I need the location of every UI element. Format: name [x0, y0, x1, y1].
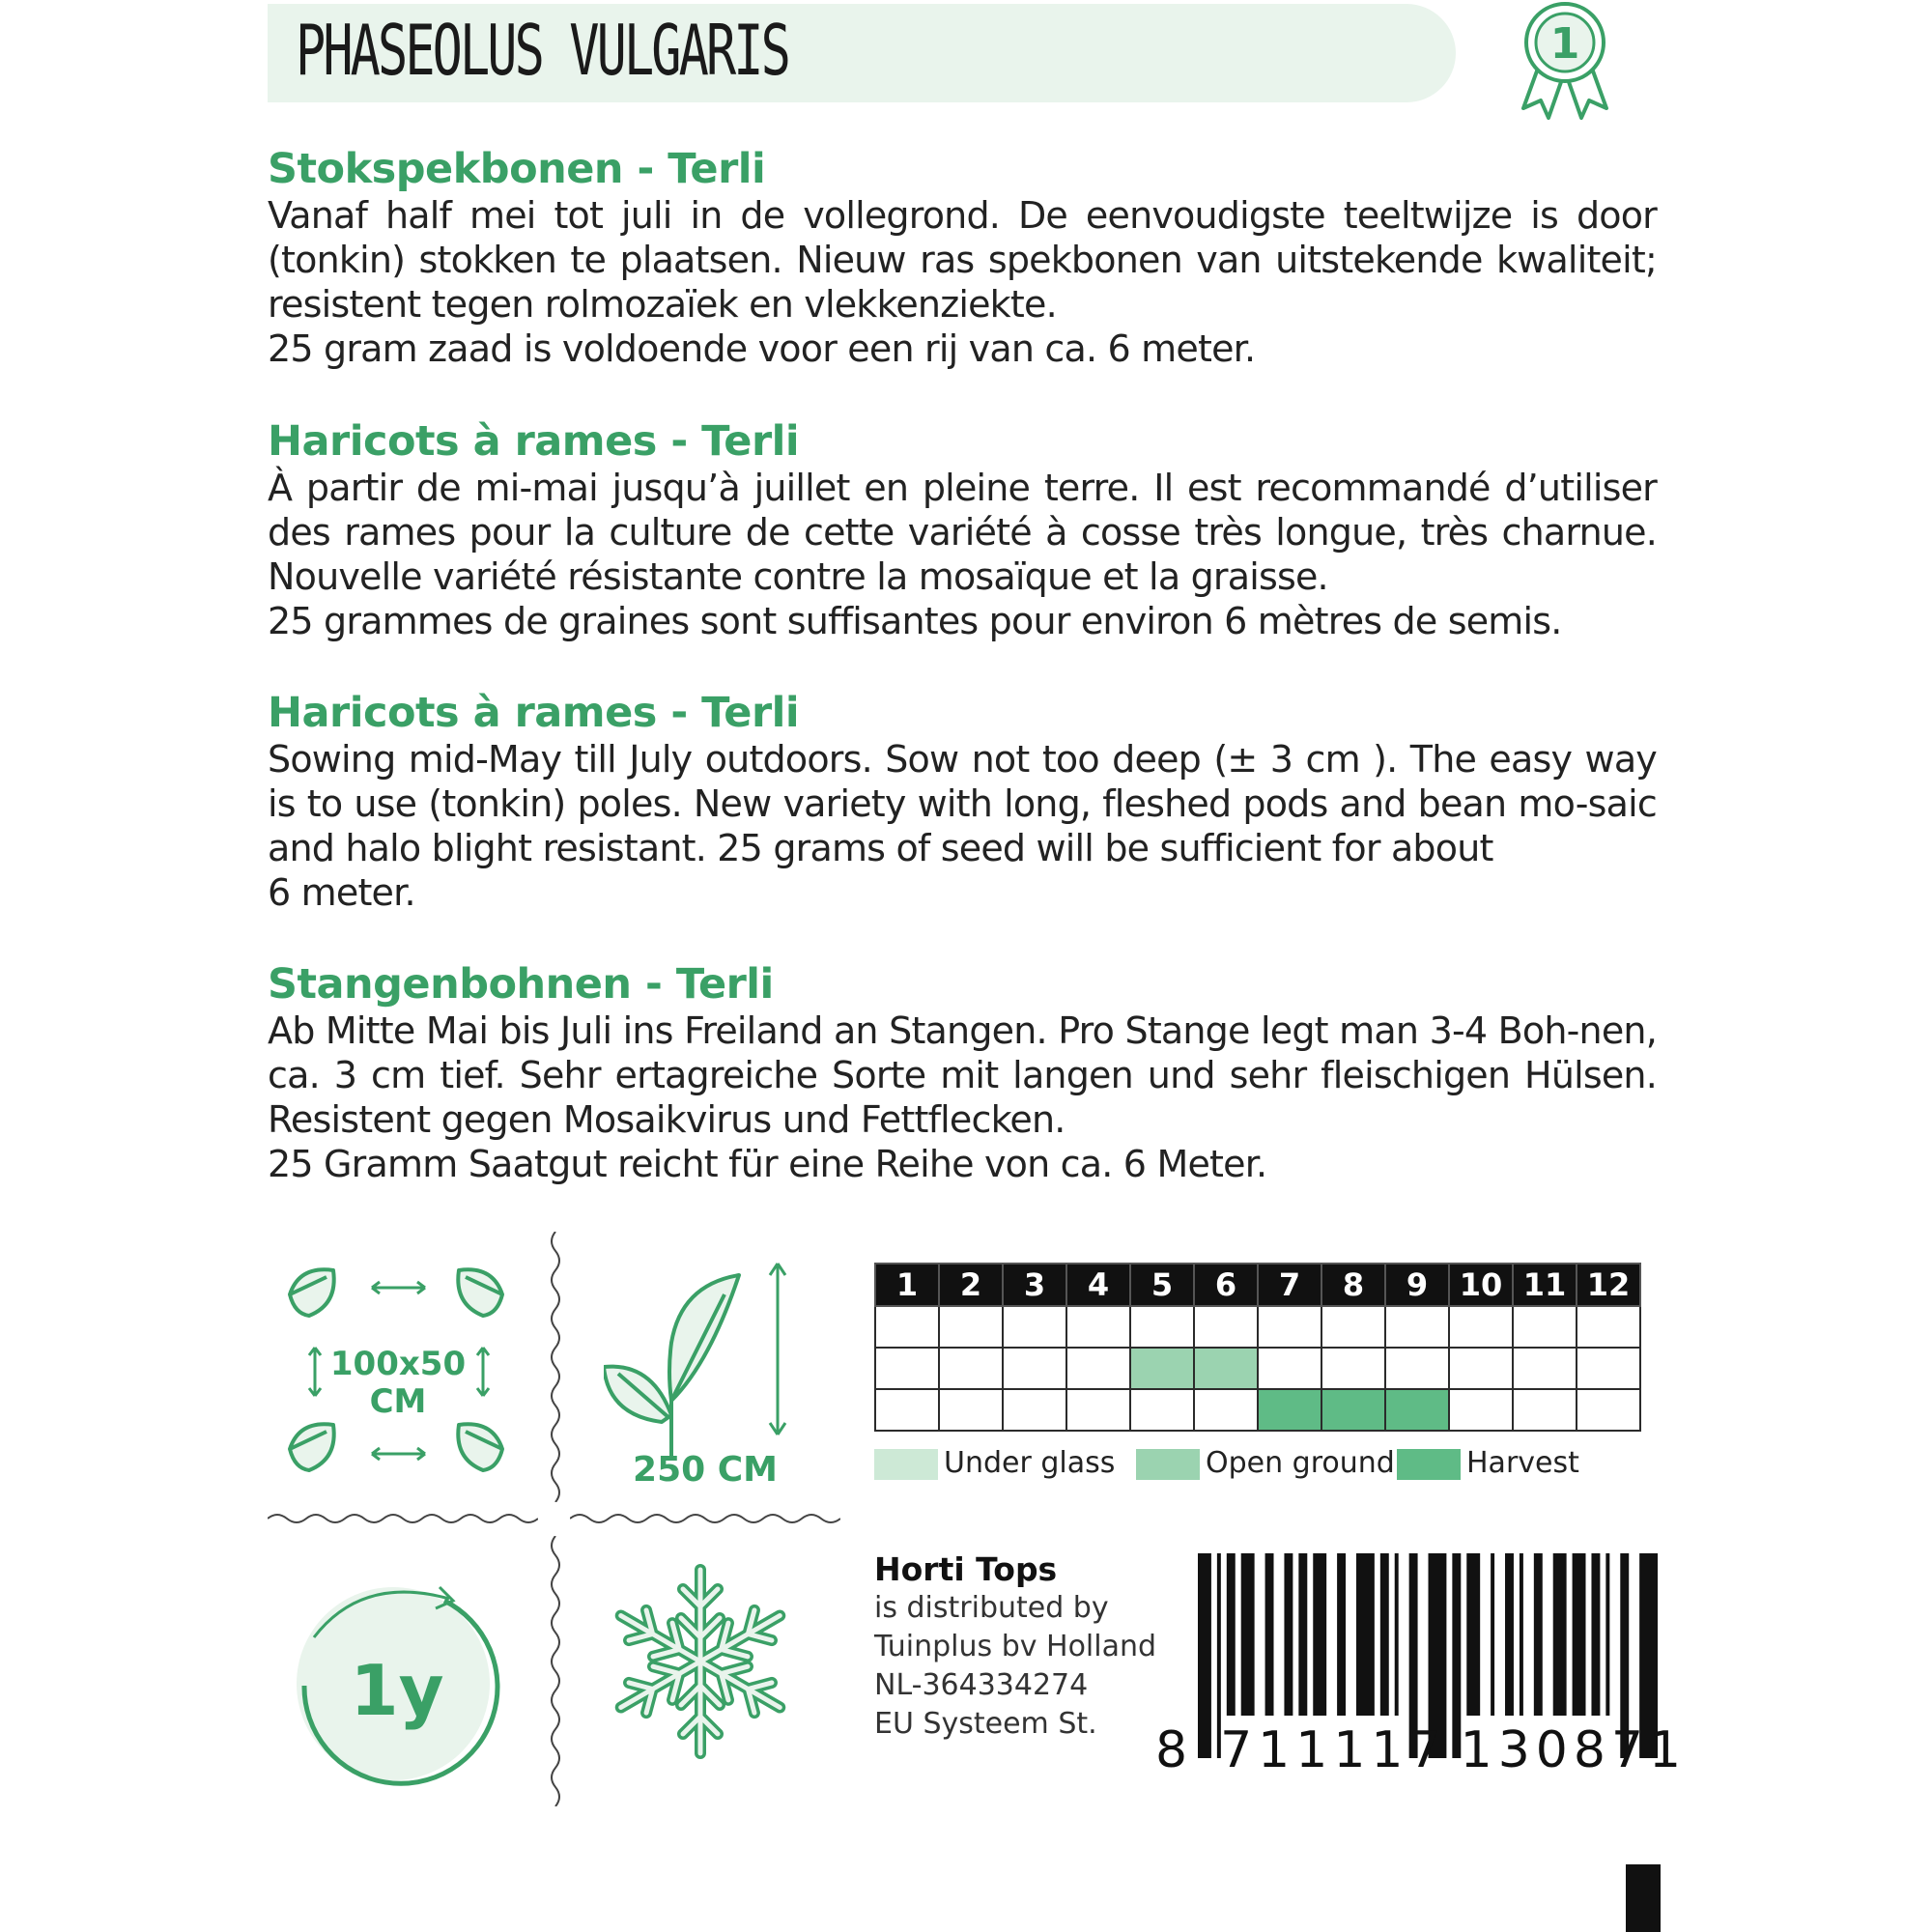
- medal-icon: [1502, 0, 1628, 126]
- distributor-line: is distributed by: [874, 1591, 1109, 1625]
- calendar-cell: [1130, 1348, 1194, 1389]
- calendar-cell: [875, 1348, 939, 1389]
- barcode-bar: [1520, 1553, 1523, 1716]
- calendar-month: 9: [1385, 1264, 1449, 1306]
- section-dutch: [268, 145, 1657, 371]
- barcode-bar: [1380, 1553, 1389, 1716]
- calendar-cell: [1385, 1389, 1449, 1431]
- barcode-bar: [1284, 1553, 1293, 1716]
- calendar-month: 10: [1449, 1264, 1513, 1306]
- horizontal-divider: [570, 1507, 840, 1530]
- barcode-bar: [1591, 1553, 1600, 1716]
- calendar-cell: [1003, 1306, 1066, 1348]
- section-seed-amount: 6 meter.: [268, 871, 415, 914]
- calendar-cell: [1258, 1306, 1321, 1348]
- calendar-cell: [1194, 1306, 1258, 1348]
- barcode-bar: [1265, 1553, 1274, 1716]
- distributor-info: [874, 1550, 1156, 1744]
- barcode-bar: [1313, 1553, 1326, 1716]
- calendar-cell: [1066, 1389, 1130, 1431]
- calendar-month: 4: [1066, 1264, 1130, 1306]
- section-body: Ab Mitte Mai bis Juli ins Freiland an Stangen. Pro Stange legt man 3-4 Boh-nen, ca. 3 cm tief. Sehr ertagreiche Sorte mit langen und sehr fleischigen Hülsen. Resistent gegen Mosaikvirus und Fettflecken. 25 Gramm Saatgut reicht für eine Reihe von ca. 6 Meter.: [268, 1009, 1657, 1185]
- spacing-value: 100x50: [329, 1345, 467, 1383]
- calendar-cell: [1258, 1389, 1321, 1431]
- calendar-cell: [1321, 1348, 1385, 1389]
- calendar-cell: [1003, 1389, 1066, 1431]
- brand-name: Horti Tops: [874, 1550, 1058, 1588]
- section-title: Haricots à rames - Terli: [268, 417, 800, 466]
- latin-name: PHASEOLUS VULGARIS: [296, 10, 788, 91]
- calendar-cell: [1577, 1389, 1640, 1431]
- section-french: [268, 417, 1657, 643]
- section-title: Haricots à rames - Terli: [268, 689, 800, 737]
- calendar-month: 12: [1577, 1264, 1640, 1306]
- calendar-cell: [1003, 1348, 1066, 1389]
- calendar-month: 11: [1513, 1264, 1577, 1306]
- section-body: Vanaf half mei tot juli in de vollegrond. De eenvoudigste teeltwijze is door (tonkin) stokken te plaatsen. Nieuw ras spekbonen van uitstekende kwaliteit; resistent tegen rolmozaïek en vlekkenziekte. 25 gram zaad is voldoende voor een rij van ca. 6 meter.: [268, 194, 1657, 370]
- calendar-cell: [1385, 1348, 1449, 1389]
- barcode-bar: [1573, 1553, 1586, 1716]
- section-german: [268, 960, 1657, 1186]
- section-seed-amount: 25 grammes de graines sont suffisantes pour environ 6 mètres de semis.: [268, 600, 1562, 642]
- calendar-row-open-ground: [875, 1348, 1640, 1389]
- legend-swatch: [874, 1449, 938, 1480]
- calendar-month: 7: [1258, 1264, 1321, 1306]
- barcode-bar: [1356, 1553, 1375, 1716]
- calendar-cell: [1449, 1348, 1513, 1389]
- distributor-line: NL-364334274: [874, 1668, 1089, 1702]
- calendar-cell: [875, 1389, 939, 1431]
- calendar-cell: [1130, 1306, 1194, 1348]
- leaf-spacing-icon: [280, 1256, 512, 1497]
- barcode-bar: [1605, 1553, 1609, 1716]
- calendar-row-harvest: [875, 1389, 1640, 1431]
- calendar-cell: [1321, 1306, 1385, 1348]
- spacing-unit: CM: [369, 1382, 427, 1421]
- section-seed-amount: 25 Gramm Saatgut reicht für eine Reihe von ca. 6 Meter.: [268, 1143, 1267, 1185]
- distributor-line: Tuinplus bv Holland: [874, 1630, 1157, 1663]
- legend-label: Open ground: [1206, 1446, 1395, 1480]
- calendar-cell: [1449, 1389, 1513, 1431]
- calendar-cell: [939, 1306, 1003, 1348]
- calendar-month: 2: [939, 1264, 1003, 1306]
- sowing-calendar: [874, 1263, 1641, 1432]
- calendar-cell: [1321, 1389, 1385, 1431]
- barcode-bar: [1395, 1553, 1399, 1716]
- calendar-cell: [1513, 1348, 1577, 1389]
- section-title: Stokspekbonen - Terli: [268, 145, 766, 193]
- calendar-cell: [1513, 1306, 1577, 1348]
- barcode-digit-first: 8: [1155, 1721, 1194, 1779]
- legend-harvest: [1397, 1446, 1579, 1480]
- height-value: 250 CM: [633, 1450, 778, 1490]
- calendar-cell: [1066, 1306, 1130, 1348]
- legend-open-ground: [1136, 1446, 1395, 1480]
- medal-number: 1: [1549, 19, 1580, 69]
- barcode-bar: [1466, 1553, 1480, 1716]
- barcode-number: [1155, 1721, 1687, 1779]
- section-seed-amount: 25 gram zaad is voldoende voor een rij van ca. 6 meter.: [268, 327, 1256, 370]
- section-body: À partir de mi-mai jusqu’à juillet en pleine terre. Il est recommandé d’utiliser des rames pour la culture de cette variété à cosse très longue, très charnue. Nouvelle variété résistante contre la mosaïque et la graisse. 25 grammes de graines sont suffisantes pour environ 6 mètres de semis.: [268, 467, 1657, 642]
- legend-swatch: [1136, 1449, 1200, 1480]
- plant-height-icon: [604, 1256, 797, 1497]
- horizontal-divider: [268, 1507, 538, 1530]
- distributor-line: EU Systeem St.: [874, 1707, 1097, 1741]
- calendar-row-under-glass: [875, 1306, 1640, 1348]
- calendar-month: 3: [1003, 1264, 1066, 1306]
- calendar-month: 5: [1130, 1264, 1194, 1306]
- calendar-cell: [1066, 1348, 1130, 1389]
- barcode-bar: [1241, 1553, 1255, 1716]
- barcode-bar: [1298, 1553, 1307, 1716]
- calendar-month: 8: [1321, 1264, 1385, 1306]
- vertical-divider: [544, 1536, 567, 1806]
- legend-swatch: [1397, 1449, 1461, 1480]
- barcode-bar: [1491, 1553, 1494, 1716]
- legend-under-glass: [874, 1446, 1115, 1480]
- lifespan-value: 1y: [350, 1650, 444, 1731]
- barcode-bar: [1337, 1553, 1346, 1716]
- barcode-bar: [1553, 1553, 1567, 1716]
- registration-mark: [1626, 1864, 1661, 1932]
- barcode-bar: [1534, 1553, 1543, 1716]
- section-title: Stangenbohnen - Terli: [268, 960, 774, 1009]
- calendar-cell: [1513, 1389, 1577, 1431]
- cycle-arrow-icon: [285, 1570, 507, 1792]
- vertical-divider: [544, 1232, 567, 1502]
- calendar-cell: [1130, 1389, 1194, 1431]
- barcode-bar: [1227, 1553, 1236, 1716]
- calendar-cell: [1449, 1306, 1513, 1348]
- snowflake-icon: [604, 1555, 797, 1768]
- calendar-cell: [1385, 1306, 1449, 1348]
- calendar-cell: [939, 1348, 1003, 1389]
- calendar-month: 1: [875, 1264, 939, 1306]
- legend-label: Under glass: [944, 1446, 1116, 1480]
- section-english: [268, 689, 1657, 915]
- calendar-cell: [1194, 1389, 1258, 1431]
- barcode-bar: [1505, 1553, 1514, 1716]
- calendar-month: 6: [1194, 1264, 1258, 1306]
- barcode-group-2: 130871: [1460, 1721, 1688, 1779]
- calendar-cell: [939, 1389, 1003, 1431]
- calendar-cell: [1194, 1348, 1258, 1389]
- legend-label: Harvest: [1466, 1446, 1579, 1480]
- calendar-cell: [1577, 1306, 1640, 1348]
- calendar-cell: [1258, 1348, 1321, 1389]
- calendar-header-row: [875, 1264, 1640, 1306]
- section-body: Sowing mid-May till July outdoors. Sow not too deep (± 3 cm ). The easy way is to use (tonkin) poles. New variety with long, fleshed pods and bean mo-saic and halo blight resistant. 25 grams of seed will be sufficient for about 6 meter.: [268, 738, 1657, 914]
- calendar-cell: [1577, 1348, 1640, 1389]
- barcode-group-1: 711117: [1220, 1721, 1447, 1779]
- calendar-cell: [875, 1306, 939, 1348]
